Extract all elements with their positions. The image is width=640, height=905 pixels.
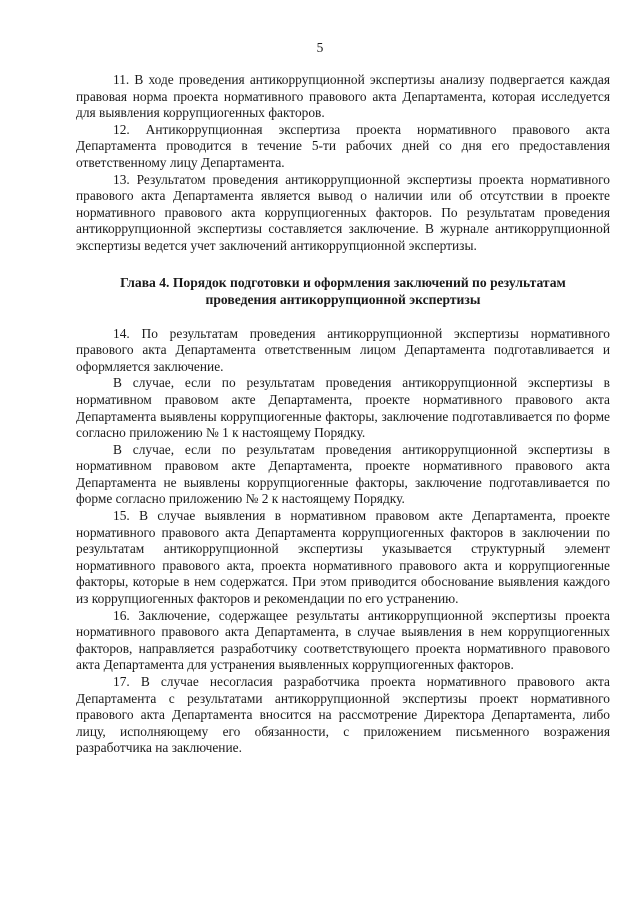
paragraph-16: 16. Заключение, содержащее результаты антикоррупционной экспертизы проекта нормативного правового акта Департамента, в случае выявления в нем коррупциогенных факторов, направляется разработчику соответствующего проекта нормативного правового акта Департамента для устранения выявленных коррупциогенных факторов. [76, 607, 610, 673]
paragraph-14-case-no-factors: В случае, если по результатам проведения антикоррупционной экспертизы в нормативном правовом акте Департамента, проекте нормативного правового акта Департамента не выявлены коррупциогенные факторы, заключение подготавливается по форме согласно приложению № 2 к настоящему Порядку. [76, 441, 610, 507]
paragraph-14: 14. По результатам проведения антикоррупционной экспертизы нормативного правового акта Департамента ответственным лицом Департамента подготавливается и оформляется заключение. [76, 325, 610, 374]
paragraph-11: 11. В ходе проведения антикоррупционной экспертизы анализу подвергается каждая правовая норма проекта нормативного правового акта Департамента, которая исследуется для выявления коррупциогенных факторов. [76, 72, 610, 121]
paragraph-12: 12. Антикоррупционная экспертиза проекта нормативного правового акта Департамента проводится в течение 5-ти рабочих дней со дня его предоставления ответственному лицу Департамента. [76, 121, 610, 170]
paragraph-17: 17. В случае несогласия разработчика проекта нормативного правового акта Департамента с результатами антикоррупционной экспертизы проект нормативного правового акта Департамента вносится на рассмотрение Директора Департамента, либо лицу, исполняющему его обязанности, с приложением письменного возражения разработчика на заключение. [76, 674, 610, 756]
chapter-4-heading: Глава 4. Порядок подготовки и оформления заключений по результатам проведения антикоррупционной экспертизы [120, 274, 566, 307]
document-body [76, 72, 610, 757]
page-number: 5 [316, 40, 324, 55]
paragraph-15: 15. В случае выявления в нормативном правовом акте Департамента, проекте нормативного правового акта Департамента коррупциогенных факторов в заключении по результатам антикоррупционной экспертизы указывается структурный элемент нормативного правового акта, проекта нормативного правового акта и коррупциогенные факторы, которые в нем содержатся. При этом приводится обоснование выявления каждого из коррупциогенных факторов и рекомендации по его устранению. [76, 508, 610, 607]
paragraph-14-case-factors-found: В случае, если по результатам проведения антикоррупционной экспертизы в нормативном правовом акте Департамента, проекте нормативного правового акта Департамента выявлены коррупциогенные факторы, заключение подготавливается по форме согласно приложению № 1 к настоящему Порядку. [76, 375, 610, 441]
paragraph-13: 13. Результатом проведения антикоррупционной экспертизы проекта нормативного правового акта Департамента является вывод о наличии или об отсутствии в проекте нормативного правового акта коррупциогенных факторов. По результатам проведения антикоррупционной экспертизы составляется заключение. В журнале антикоррупционной экспертизы ведется учет заключений антикоррупционной экспертизы. [76, 171, 610, 253]
